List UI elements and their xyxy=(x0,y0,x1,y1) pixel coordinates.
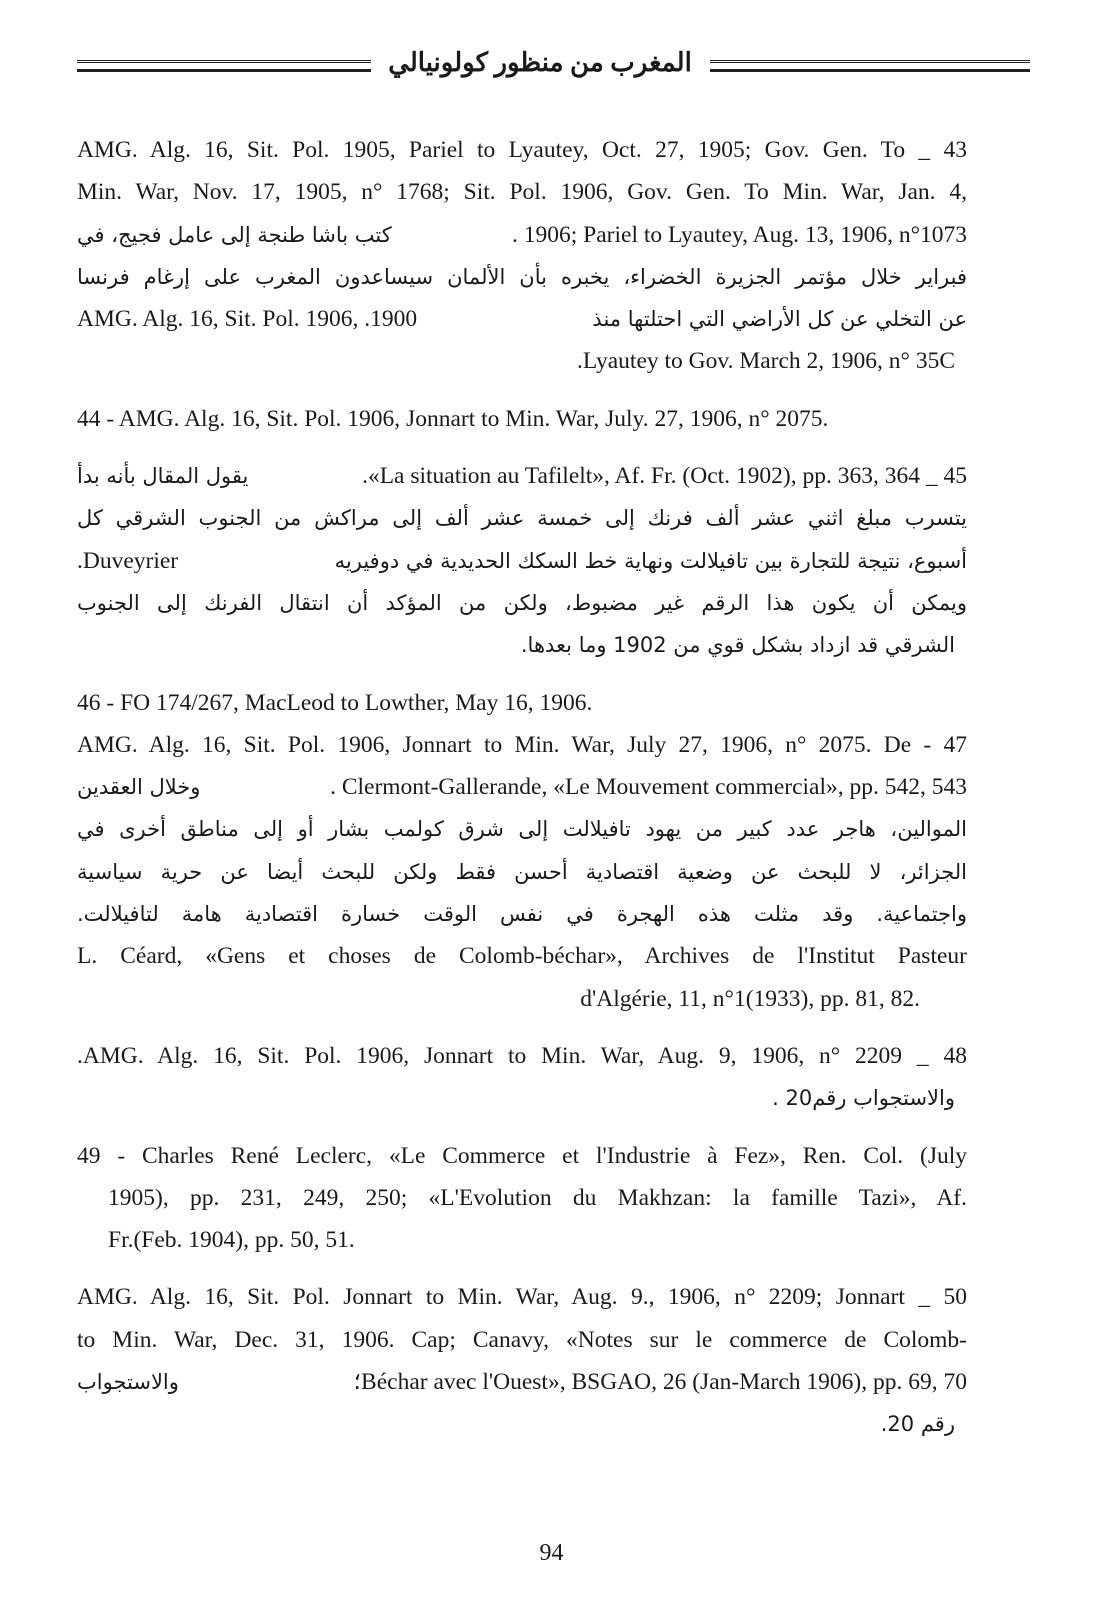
footnote-44 xyxy=(77,398,967,440)
footnote-line xyxy=(77,1403,967,1445)
latin-text: .«La situation au Tafilelt», Af. Fr. (Oct. 1902), pp. 363, 364 _ 45 xyxy=(362,463,967,490)
header-rule-right xyxy=(710,60,1030,72)
footnote-line xyxy=(77,893,967,935)
page-number: 94 xyxy=(539,1540,564,1566)
footnote-line xyxy=(77,497,967,539)
footnote-49 xyxy=(77,1135,967,1262)
footnote-line xyxy=(77,851,967,893)
footnote-line xyxy=(77,682,967,724)
footnote-50 xyxy=(77,1276,967,1445)
footnote-46 xyxy=(77,682,967,724)
footnote-48 xyxy=(77,1035,967,1120)
footnote-line xyxy=(77,1035,967,1077)
latin-text: Min. War, Nov. 17, 1905, n° 1768; Sit. Pol. 1906, Gov. Gen. To Min. War, Jan. 4, xyxy=(77,179,967,206)
running-header-title: المغرب من منظور كولونيالي xyxy=(388,48,692,77)
arabic-text: الموالين، هاجر عدد كبير من يهود تافيلالت إلى شرق كولمب بشار أو إلى مناطق أخرى في xyxy=(77,817,967,842)
latin-text: 1905), pp. 231, 249, 250; «L'Evolution du Makhzan: la famille Tazi», Af. xyxy=(108,1184,967,1211)
footnote-line xyxy=(77,1177,967,1219)
latin-text: 49 - Charles René Leclerc, «Le Commerce et l'Industrie à Fez», Ren. Col. (July xyxy=(77,1142,967,1169)
latin-text: .Duveyrier xyxy=(77,547,179,574)
latin-text: to Min. War, Dec. 31, 1906. Cap; Canavy, «Notes sur le commerce de Colomb- xyxy=(77,1326,967,1353)
arabic-text: والاستجواب رقم20 . xyxy=(772,1086,955,1111)
arabic-text: كتب باشا طنجة إلى عامل فجيج، في xyxy=(77,222,392,247)
latin-text: L. Céard, «Gens et choses de Colomb-béchar», Archives de l'Institut Pasteur xyxy=(77,943,967,970)
latin-text: AMG. Alg. 16, Sit. Pol. 1906, .1900 xyxy=(77,306,418,333)
latin-text: AMG. Alg. 16, Sit. Pol. 1905, Pariel to Lyautey, Oct. 27, 1905; Gov. Gen. To _ 43 xyxy=(77,137,967,163)
footnote-line xyxy=(77,766,967,808)
latin-text: . Clermont-Gallerande, «Le Mouvement commercial», pp. 542, 543 xyxy=(330,774,967,801)
footnote-47 xyxy=(77,724,967,1020)
arabic-text: عن التخلي عن كل الأراضي التي احتلتها منذ xyxy=(592,307,967,332)
footnote-line xyxy=(77,978,967,1020)
latin-text: .AMG. Alg. 16, Sit. Pol. 1906, Jonnart to Min. War, Aug. 9, 1906, n° 2209 _ 48 xyxy=(77,1042,967,1069)
footnote-line xyxy=(77,129,967,171)
footnote-line xyxy=(77,455,967,497)
footnote-line xyxy=(77,540,967,582)
latin-text: 46 - FO 174/267, MacLeod to Lowther, May 16, 1906. xyxy=(77,689,593,716)
footnote-line xyxy=(77,398,967,440)
footnote-line xyxy=(77,1276,967,1318)
footnote-line xyxy=(77,808,967,850)
footnote-43 xyxy=(77,129,967,383)
footnote-line xyxy=(77,256,967,298)
footnote-line xyxy=(77,340,967,382)
arabic-text: واجتماعية. وقد مثلت هذه الهجرة في نفس الوقت خسارة اقتصادية هامة لتافيلالت. xyxy=(77,902,967,927)
footnote-line xyxy=(77,724,967,766)
latin-text: AMG. Alg. 16, Sit. Pol. Jonnart to Min. War, Aug. 9., 1906, n° 2209; Jonnart _ 50 xyxy=(77,1284,967,1311)
footnote-line xyxy=(77,1361,967,1403)
arabic-text: يقول المقال بأنه بدأ xyxy=(77,464,249,489)
arabic-text: ويمكن أن يكون هذا الرقم غير مضبوط، ولكن من المؤكد أن انتقال الفرنك إلى الجنوب xyxy=(77,590,967,615)
arabic-text: أسبوع، نتيجة للتجارة بين تافيلالت ونهاية خط السكك الحديدية في دوفيريه xyxy=(334,548,967,573)
latin-text: d'Algérie, 11, n°1(1933), pp. 81, 82. xyxy=(580,985,920,1012)
footnote-45 xyxy=(77,455,967,666)
arabic-text: وخلال العقدين xyxy=(77,775,201,800)
header-rule-left xyxy=(77,60,371,72)
latin-text: . 1906; Pariel to Lyautey, Aug. 13, 1906, n°1073 xyxy=(512,221,967,248)
footnote-line xyxy=(77,1219,967,1261)
arabic-text: والاستجواب xyxy=(77,1370,179,1395)
footnote-line xyxy=(77,624,967,666)
footnote-line xyxy=(77,214,967,256)
footnote-line xyxy=(77,582,967,624)
arabic-text: رقم 20. xyxy=(880,1412,955,1437)
arabic-text: يتسرب مبلغ اثني عشر ألف فرنك إلى خمسة عشر ألف إلى مراكش من الجنوب الشرقي كل xyxy=(77,506,967,531)
latin-text: Fr.(Feb. 1904), pp. 50, 51. xyxy=(108,1227,355,1254)
latin-text: AMG. Alg. 16, Sit. Pol. 1906, Jonnart to Min. War, July 27, 1906, n° 2075. De - 47 xyxy=(77,731,967,758)
footnote-line xyxy=(77,1135,967,1177)
footnote-line xyxy=(77,935,967,977)
footnote-line xyxy=(77,298,967,340)
latin-text: 44 - AMG. Alg. 16, Sit. Pol. 1906, Jonnart to Min. War, July. 27, 1906, n° 2075. xyxy=(77,405,829,432)
latin-text: ؛Béchar avec l'Ouest», BSGAO, 26 (Jan-March 1906), pp. 69, 70 xyxy=(353,1369,967,1396)
arabic-text: الجزائر، لا للبحث عن وضعية اقتصادية أحسن فقط ولكن للبحث أيضا عن حرية سياسية xyxy=(77,859,967,884)
footnotes-section xyxy=(77,129,967,1461)
arabic-text: فبراير خلال مؤتمر الجزيرة الخضراء، يخبره بأن الألمان سيساعدون المغرب على إرغام فرنسا xyxy=(77,264,967,289)
footnote-line xyxy=(77,1319,967,1361)
footnote-line xyxy=(77,171,967,213)
footnote-line xyxy=(77,1077,967,1119)
latin-text: .Lyautey to Gov. March 2, 1906, n° 35C xyxy=(577,348,955,375)
arabic-text: الشرقي قد ازداد بشكل قوي من 1902 وما بعدها. xyxy=(520,633,955,658)
